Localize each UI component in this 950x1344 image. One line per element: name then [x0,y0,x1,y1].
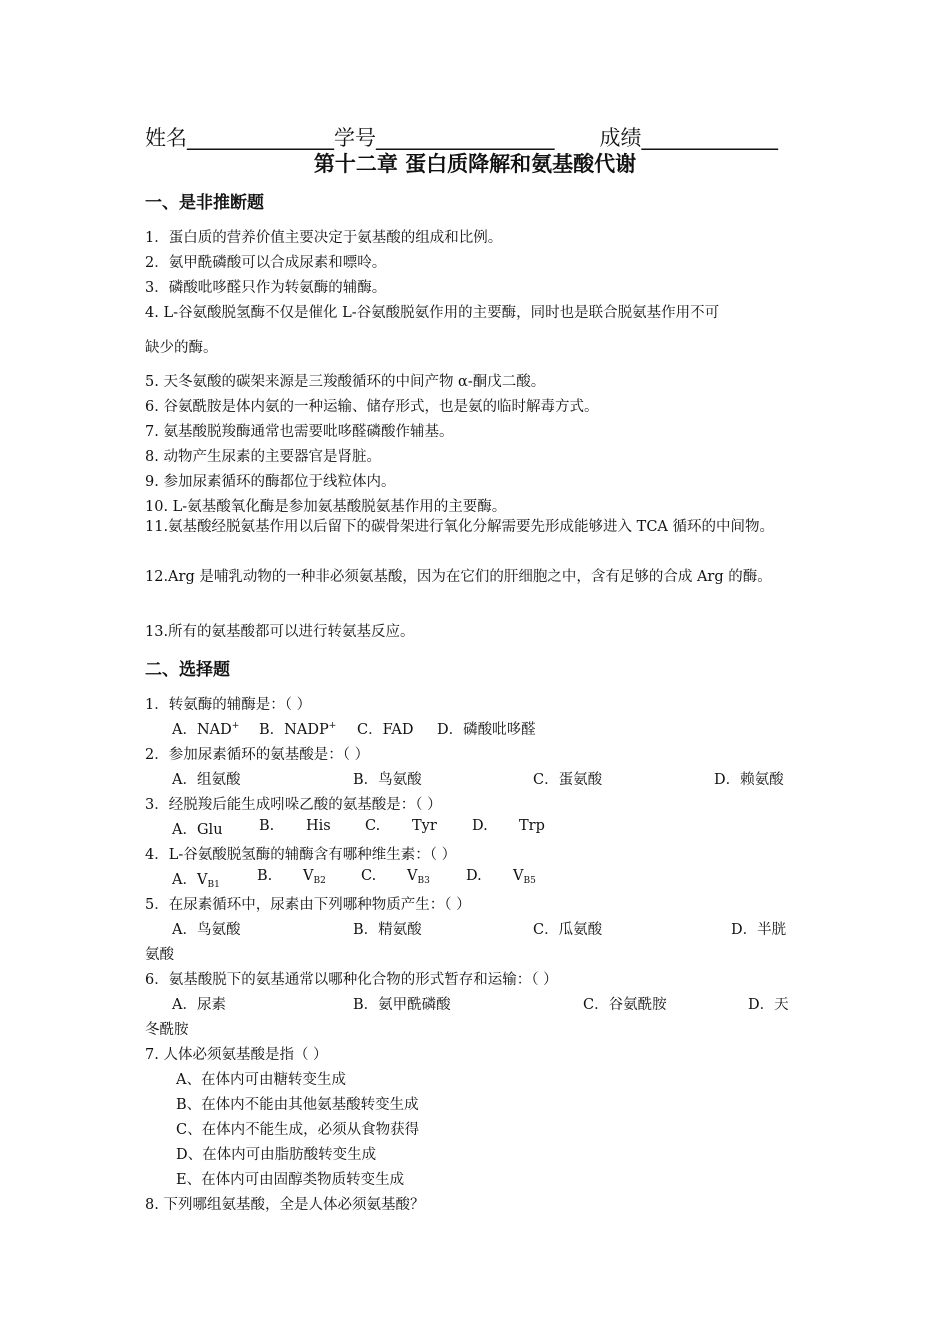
section-true-false-heading: 一、是非推断题 [145,193,264,213]
mc-q1-option-b[interactable]: B．NADP+ [259,721,337,738]
mc-q7-option-b[interactable]: B、在体内不能由其他氨基酸转变生成 [176,1097,419,1113]
mc-q7-option-e[interactable]: E、在体内可由固醇类物质转变生成 [176,1172,405,1188]
mc-q2-option-d[interactable]: D．赖氨酸 [714,772,784,788]
mc-q4-option-a[interactable]: A．$V_{B1}$ [172,872,220,890]
mc-q6-option-c[interactable]: C．谷氨酰胺 [583,997,667,1013]
mc-q7-stem: 7. 人体必须氨基酸是指（ ） [145,1047,328,1063]
mc-q4-option-b[interactable]: B. [257,868,273,884]
mc-q7-option-a[interactable]: A、在体内可由糖转变生成 [176,1072,346,1088]
mc-q3-option-c[interactable]: C. [365,818,381,834]
tf-item-10: 10. L-氨基酸氧化酶是参加氨基酸脱氨基作用的主要酶。 [145,499,507,515]
mc-q6-option-d[interactable]: D．天 [748,997,789,1013]
tf-item-1: 1．蛋白质的营养价值主要决定于氨基酸的组成和比例。 [145,230,503,246]
mc-q5-option-d[interactable]: D．半胱 [731,922,787,938]
tf-item-4: 4. L-谷氨酸脱氢酶不仅是催化 L-谷氨酸脱氨作用的主要酶，同时也是联合脱氨基作用不可 [145,305,720,321]
tf-item-4-cont: 缺少的酶。 [145,340,218,356]
name-field[interactable]: 姓名______________ [145,126,334,150]
mc-q3-option-b-value[interactable]: His [306,818,331,834]
mc-q7-option-c[interactable]: C、在体内不能生成，必须从食物获得 [176,1122,420,1138]
mc-q3-option-d-value[interactable]: Trp [519,818,545,834]
section-multiple-choice-heading: 二、选择题 [145,660,230,680]
mc-q5-option-b[interactable]: B．精氨酸 [353,922,422,938]
mc-q6-option-b[interactable]: B．氨甲酰磷酸 [353,997,451,1013]
mc-q2-option-c[interactable]: C．蛋氨酸 [533,772,603,788]
mc-q5-option-c[interactable]: C．瓜氨酸 [533,922,603,938]
mc-q6-option-a[interactable]: A．尿素 [172,997,226,1013]
tf-item-9: 9. 参加尿素循环的酶都位于线粒体内。 [145,474,396,490]
mc-q4-option-b-value[interactable]: $V_{B2}$ [303,868,326,886]
mc-q5-stem: 5．在尿素循环中，尿素由下列哪种物质产生：（ ） [145,897,471,913]
tf-item-11: 11.氨基酸经脱氨基作用以后留下的碳骨架进行氧化分解需要先形成能够进入 TCA 循环的中间物。 [145,519,775,535]
mc-q3-stem: 3．经脱羧后能生成吲哚乙酸的氨基酸是：（ ） [145,797,442,813]
mc-q2-stem: 2．参加尿素循环的氨基酸是：（ ） [145,747,370,763]
chapter-title: 第十二章 蛋白质降解和氨基酸代谢 [313,152,637,176]
score-field[interactable]: 成绩_____________ [599,126,778,150]
mc-q5-option-a[interactable]: A．鸟氨酸 [172,922,241,938]
mc-q1-option-a[interactable]: A．NAD+ [172,721,240,738]
tf-item-2: 2．氨甲酰磷酸可以合成尿素和嘌呤。 [145,255,387,271]
mc-q2-option-a[interactable]: A．组氨酸 [172,772,241,788]
mc-q6-option-d-cont: 冬酰胺 [145,1022,189,1038]
mc-q3-option-d[interactable]: D. [472,818,488,834]
mc-q4-option-d[interactable]: D. [466,868,482,884]
mc-q4-option-c[interactable]: C. [361,868,377,884]
student-id-field[interactable]: 学号_________________ [334,126,555,150]
mc-q4-option-d-value[interactable]: $V_{B5}$ [513,868,536,886]
mc-q3-option-a[interactable]: A．Glu [172,822,223,838]
mc-q4-option-c-value[interactable]: $V_{B3}$ [407,868,430,886]
tf-item-5: 5. 天冬氨酸的碳架来源是三羧酸循环的中间产物 α-酮戊二酸。 [145,374,546,390]
mc-q1-stem: 1．转氨酶的辅酶是：（ ） [145,697,312,713]
tf-item-6: 6. 谷氨酰胺是体内氨的一种运输、储存形式，也是氨的临时解毒方式。 [145,399,599,415]
mc-q1-option-c[interactable]: C．FAD [357,722,414,738]
tf-item-12: 12.Arg 是哺乳动物的一种非必须氨基酸，因为在它们的肝细胞之中，含有足够的合成 Arg 的酶。 [145,569,772,585]
tf-item-13: 13.所有的氨基酸都可以进行转氨基反应。 [145,624,415,640]
mc-q4-stem: 4．L-谷氨酸脱氢酶的辅酶含有哪种维生素：（ ） [145,847,457,863]
tf-item-7: 7. 氨基酸脱羧酶通常也需要吡哆醛磷酸作辅基。 [145,424,454,440]
mc-q5-option-d-cont: 氨酸 [145,947,174,963]
mc-q6-stem: 6．氨基酸脱下的氨基通常以哪种化合物的形式暂存和运输：（ ） [145,972,558,988]
mc-q7-option-d[interactable]: D、在体内可由脂肪酸转变生成 [176,1147,377,1163]
mc-q2-option-b[interactable]: B．鸟氨酸 [353,772,422,788]
tf-item-8: 8. 动物产生尿素的主要器官是肾脏。 [145,449,381,465]
mc-q3-option-c-value[interactable]: Tyr [412,818,437,834]
mc-q8-stem: 8. 下列哪组氨基酸，全是人体必须氨基酸？ [145,1197,425,1213]
tf-item-3: 3．磷酸吡哆醛只作为转氨酶的辅酶。 [145,280,387,296]
mc-q3-option-b[interactable]: B. [259,818,275,834]
mc-q1-option-d[interactable]: D．磷酸吡哆醛 [437,722,536,738]
